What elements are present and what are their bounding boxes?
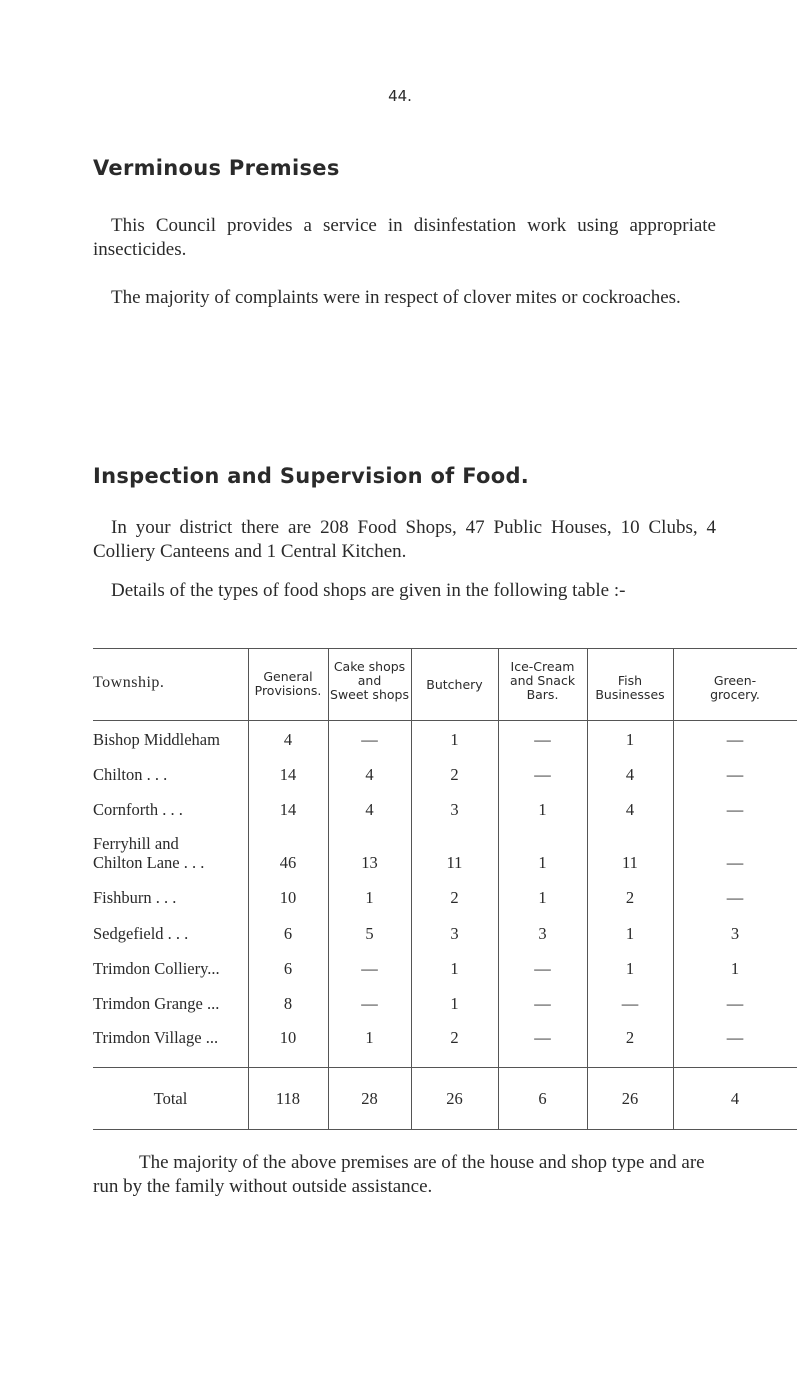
- cell-butchery: 2: [450, 888, 459, 907]
- row-label: Trimdon Grange ...: [93, 994, 220, 1013]
- cell-fish: 1: [625, 924, 635, 943]
- header-green-line1: Green-: [713, 673, 757, 688]
- cell-butchery: 1: [450, 730, 459, 749]
- header-fish-line1: Fish: [617, 673, 643, 688]
- cell-green: —: [726, 730, 744, 749]
- paragraph-disinfestation: This Council provides a service in disinfestation work using appropriate insecticides.: [93, 215, 716, 260]
- cell-butchery: 1: [450, 994, 459, 1013]
- header-butchery: Butchery: [426, 677, 483, 692]
- header-cake-line3: Sweet shops: [330, 687, 409, 702]
- cell-general: 14: [279, 765, 297, 784]
- header-fish-line2: Businesses: [595, 687, 665, 702]
- cell-ice: —: [534, 730, 551, 749]
- header-cake-shops: [328, 660, 411, 702]
- table-total-rule: [93, 1067, 797, 1068]
- header-green-line2: grocery.: [710, 687, 760, 702]
- row-label: Cornforth . . .: [93, 800, 183, 819]
- cell-general: 14: [279, 800, 297, 819]
- paragraph-complaints: The majority of complaints were in respect of clover mites or cockroaches.: [111, 287, 681, 308]
- heading-food-inspection: Inspection and Supervision of Food.: [93, 464, 530, 488]
- cell-fish: 1: [625, 730, 635, 749]
- cell-general: 4: [283, 730, 293, 749]
- cell-ice: 1: [538, 888, 547, 907]
- cell-cake: —: [361, 994, 378, 1013]
- cell-ice: —: [534, 765, 551, 784]
- cell-cake: —: [361, 730, 378, 749]
- cell-ice: 3: [538, 924, 547, 943]
- row-label: Fishburn . . .: [93, 888, 177, 907]
- row-label: Trimdon Colliery...: [93, 959, 220, 978]
- cell-cake: 4: [365, 765, 374, 784]
- cell-butchery: 2: [450, 765, 459, 784]
- header-ice-line2: and Snack: [509, 673, 576, 688]
- row-label: Chilton . . .: [93, 765, 168, 784]
- cell-green: —: [726, 765, 744, 784]
- cell-fish: 11: [622, 853, 638, 872]
- cell-general: 10: [279, 888, 297, 907]
- cell-general: 10: [279, 1028, 297, 1047]
- cell-green: 1: [730, 959, 740, 978]
- cell-fish: 1: [625, 959, 635, 978]
- cell-ice: 1: [538, 800, 547, 819]
- total-cake: 28: [361, 1089, 378, 1108]
- cell-ice: —: [534, 994, 551, 1013]
- header-ice-cream: [498, 660, 587, 702]
- table-bottom-rule: [93, 1129, 797, 1130]
- total-fish: 26: [621, 1089, 639, 1108]
- row-label: Trimdon Village ...: [93, 1028, 219, 1047]
- row-label-line1: Ferryhill and: [93, 834, 179, 853]
- cell-butchery: 3: [450, 800, 459, 819]
- total-label: Total: [153, 1089, 188, 1108]
- cell-ice: 1: [538, 853, 547, 872]
- cell-cake: —: [361, 959, 378, 978]
- paragraph-food-shops: In your district there are 208 Food Shops, 47 Public Houses, 10 Clubs, 4 Colliery Canteens and 1 Central Kitchen.: [93, 517, 716, 562]
- paragraph-details: Details of the types of food shops are given in the following table :-: [111, 580, 626, 601]
- cell-fish: 2: [625, 1028, 635, 1047]
- cell-cake: 1: [365, 888, 374, 907]
- cell-fish: 4: [625, 800, 635, 819]
- cell-butchery: 1: [450, 959, 459, 978]
- total-green: 4: [730, 1089, 740, 1108]
- cell-ice: —: [534, 1028, 551, 1047]
- cell-green: —: [726, 994, 744, 1013]
- cell-butchery: 3: [450, 924, 459, 943]
- header-township: Township.: [93, 674, 165, 691]
- cell-green: —: [726, 800, 744, 819]
- cell-fish: 4: [625, 765, 635, 784]
- header-ice-line1: Ice-Cream: [510, 659, 575, 674]
- cell-general: 46: [279, 853, 297, 872]
- row-label: Sedgefield . . .: [93, 924, 189, 943]
- cell-ice: —: [534, 959, 551, 978]
- header-greengrocery: [673, 674, 797, 702]
- header-fish: [587, 674, 673, 702]
- cell-green: 3: [730, 924, 740, 943]
- paragraph-closing: The majority of the above premises are of the house and shop type and are run by the family without outside assistance.: [93, 1152, 705, 1197]
- cell-green: —: [726, 1028, 744, 1047]
- row-label: Chilton Lane . . .: [93, 853, 205, 872]
- cell-fish: —: [621, 994, 639, 1013]
- heading-verminous-premises: Verminous Premises: [93, 156, 340, 180]
- food-shops-table: [93, 648, 797, 1108]
- page-number: 44.: [388, 87, 412, 105]
- header-cake-line1: Cake shops: [333, 659, 406, 674]
- header-ice-line3: Bars.: [526, 687, 559, 702]
- cell-general: 6: [283, 924, 293, 943]
- total-general: 118: [275, 1089, 301, 1108]
- cell-green: —: [726, 853, 744, 872]
- cell-general: 6: [283, 959, 293, 978]
- cell-butchery: 11: [446, 853, 463, 872]
- cell-cake: 1: [365, 1028, 374, 1047]
- total-butchery: 26: [446, 1089, 463, 1108]
- cell-butchery: 2: [450, 1028, 459, 1047]
- table-header-rule: [93, 720, 797, 721]
- header-general-provisions: General Provisions.: [254, 669, 322, 698]
- row-label: Bishop Middleham: [93, 730, 220, 749]
- cell-green: —: [726, 888, 744, 907]
- table-top-rule: [93, 648, 797, 649]
- cell-general: 8: [283, 994, 293, 1013]
- cell-cake: 13: [361, 853, 378, 872]
- total-ice: 6: [538, 1089, 547, 1108]
- header-cake-line2: and: [357, 673, 382, 688]
- cell-fish: 2: [625, 888, 635, 907]
- cell-cake: 5: [365, 924, 374, 943]
- cell-cake: 4: [365, 800, 374, 819]
